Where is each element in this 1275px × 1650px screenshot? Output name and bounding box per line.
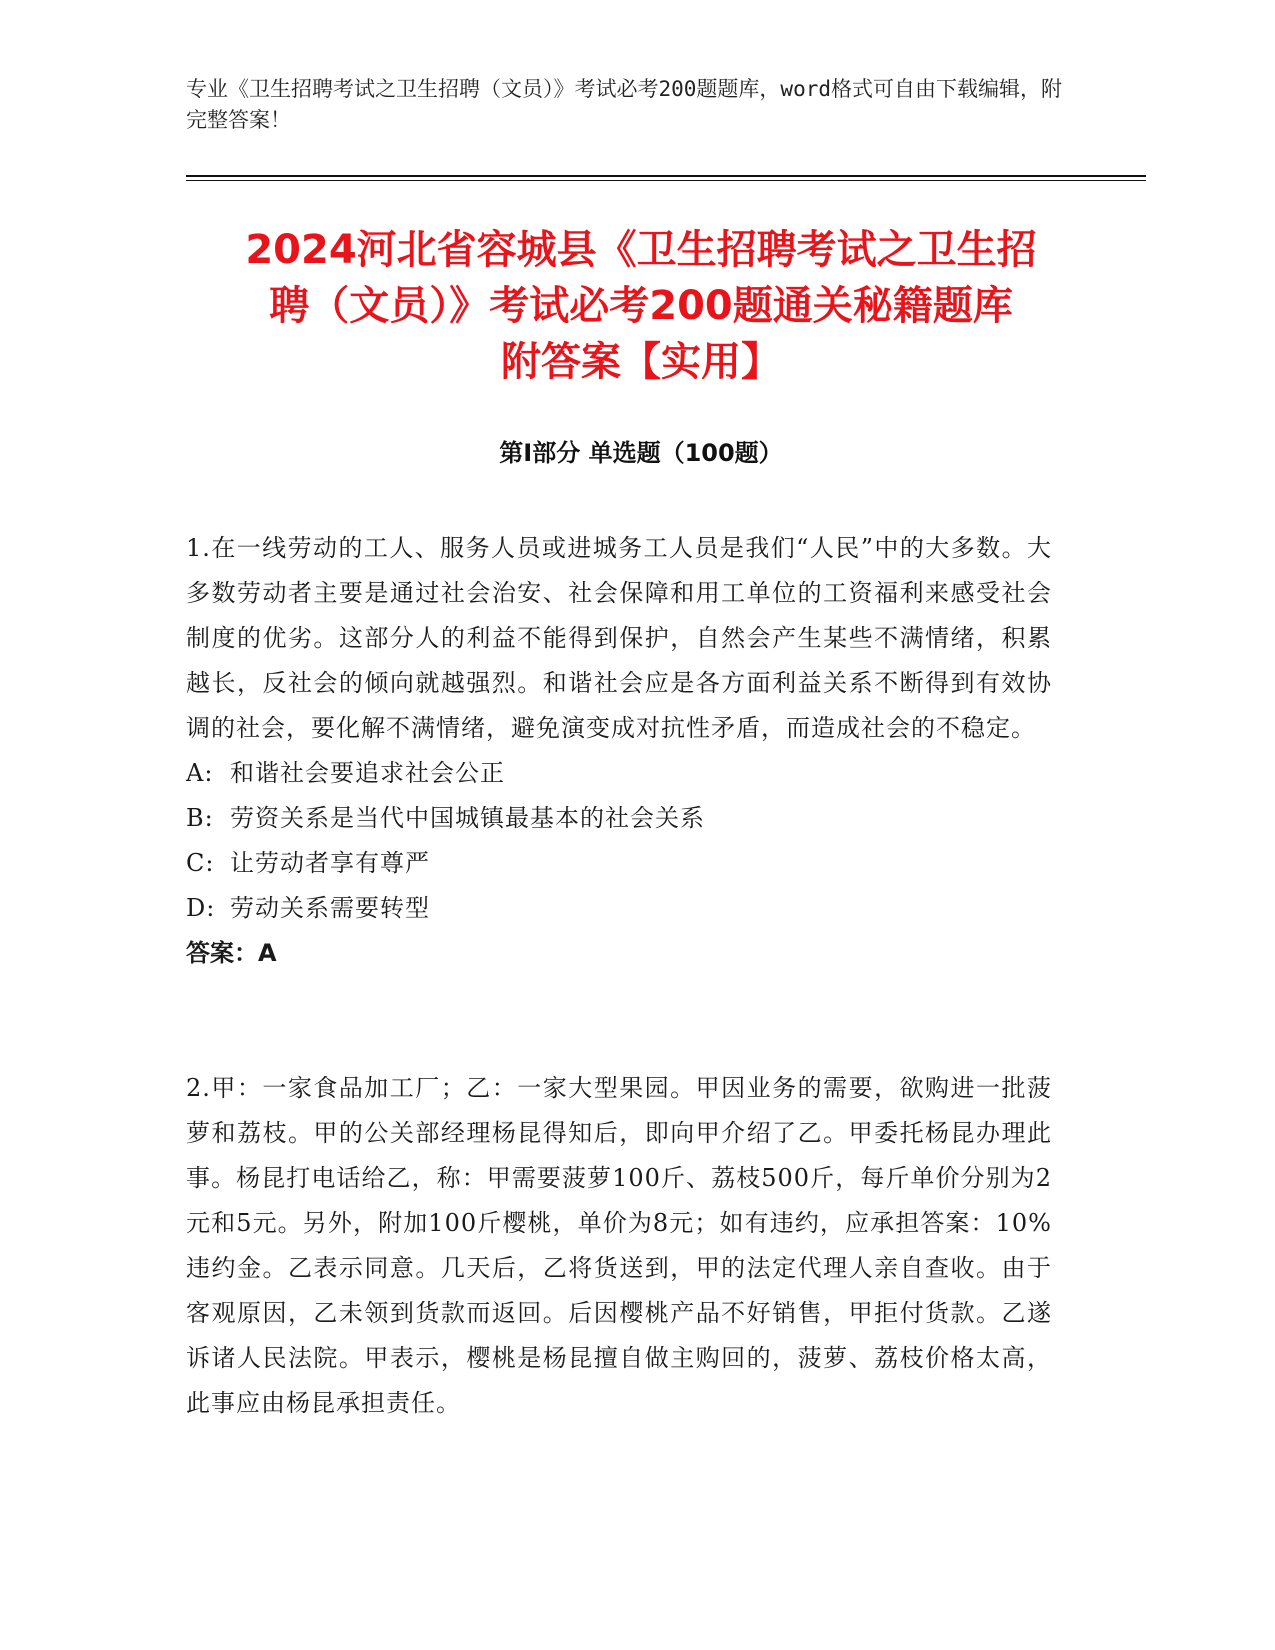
document-title: [186, 222, 1096, 390]
title-line-2: 聘（文员）》考试必考200题通关秘籍题库: [269, 283, 1013, 329]
question-stem: 1.在一线劳动的工人、服务人员或进城务工人员是我们“人民”中的大多数。大多数劳动者主要是通过社会治安、社会保障和用工单位的工资福利来感受社会制度的优劣。这部分人的利益不能得到保护，自然会产生某些不满情绪，积累越长，反社会的倾向就越强烈。和谐社会应是各方面利益关系不断得到有效协调的社会，要化解不满情绪，避免演变成对抗性矛盾，而造成社会的不稳定。: [186, 534, 1052, 742]
option-text: 和谐社会要追求社会公正: [230, 759, 505, 787]
option-key: C:: [186, 849, 215, 877]
option-d: [186, 886, 1052, 931]
header-divider-thick: [186, 175, 1146, 177]
option-b: [186, 796, 1052, 841]
option-key: B:: [186, 804, 214, 832]
title-line-3: 附答案【实用】: [501, 339, 781, 385]
question-2: [186, 1066, 1052, 1426]
title-line-1: 2024河北省容城县《卫生招聘考试之卫生招: [245, 227, 1037, 273]
option-text: 劳资关系是当代中国城镇最基本的社会关系: [230, 804, 705, 832]
option-text: 劳动关系需要转型: [230, 894, 430, 922]
question-1: [186, 526, 1052, 976]
header-note: 专业《卫生招聘考试之卫生招聘（文员）》考试必考200题题库，word格式可自由下载编辑，附完整答案！: [186, 77, 1062, 132]
question-stem: 2.甲：一家食品加工厂；乙：一家大型果园。甲因业务的需要，欲购进一批菠萝和荔枝。甲的公关部经理杨昆得知后，即向甲介绍了乙。甲委托杨昆办理此事。杨昆打电话给乙，称：甲需要菠萝100斤、荔枝500斤，每斤单价分别为2元和5元。另外，附加100斤樱桃，单价为8元；如有违约，应承担答案：10%违约金。乙表示同意。几天后，乙将货送到，甲的法定代理人亲自查收。由于客观原因，乙未领到货款而返回。后因樱桃产品不好销售，甲拒付货款。乙遂诉诸人民法院。甲表示，樱桃是杨昆擅自做主购回的，菠萝、荔枝价格太高，此事应由杨昆承担责任。: [186, 1074, 1052, 1417]
option-a: [186, 751, 1052, 796]
option-text: 让劳动者享有尊严: [230, 849, 430, 877]
option-key: D:: [186, 894, 216, 922]
section-title: 第I部分 单选题（100题）: [499, 439, 783, 467]
header-divider-thin: [186, 180, 1146, 181]
option-c: [186, 841, 1052, 886]
answer-line: 答案：A: [186, 939, 277, 967]
option-key: A:: [186, 759, 214, 787]
